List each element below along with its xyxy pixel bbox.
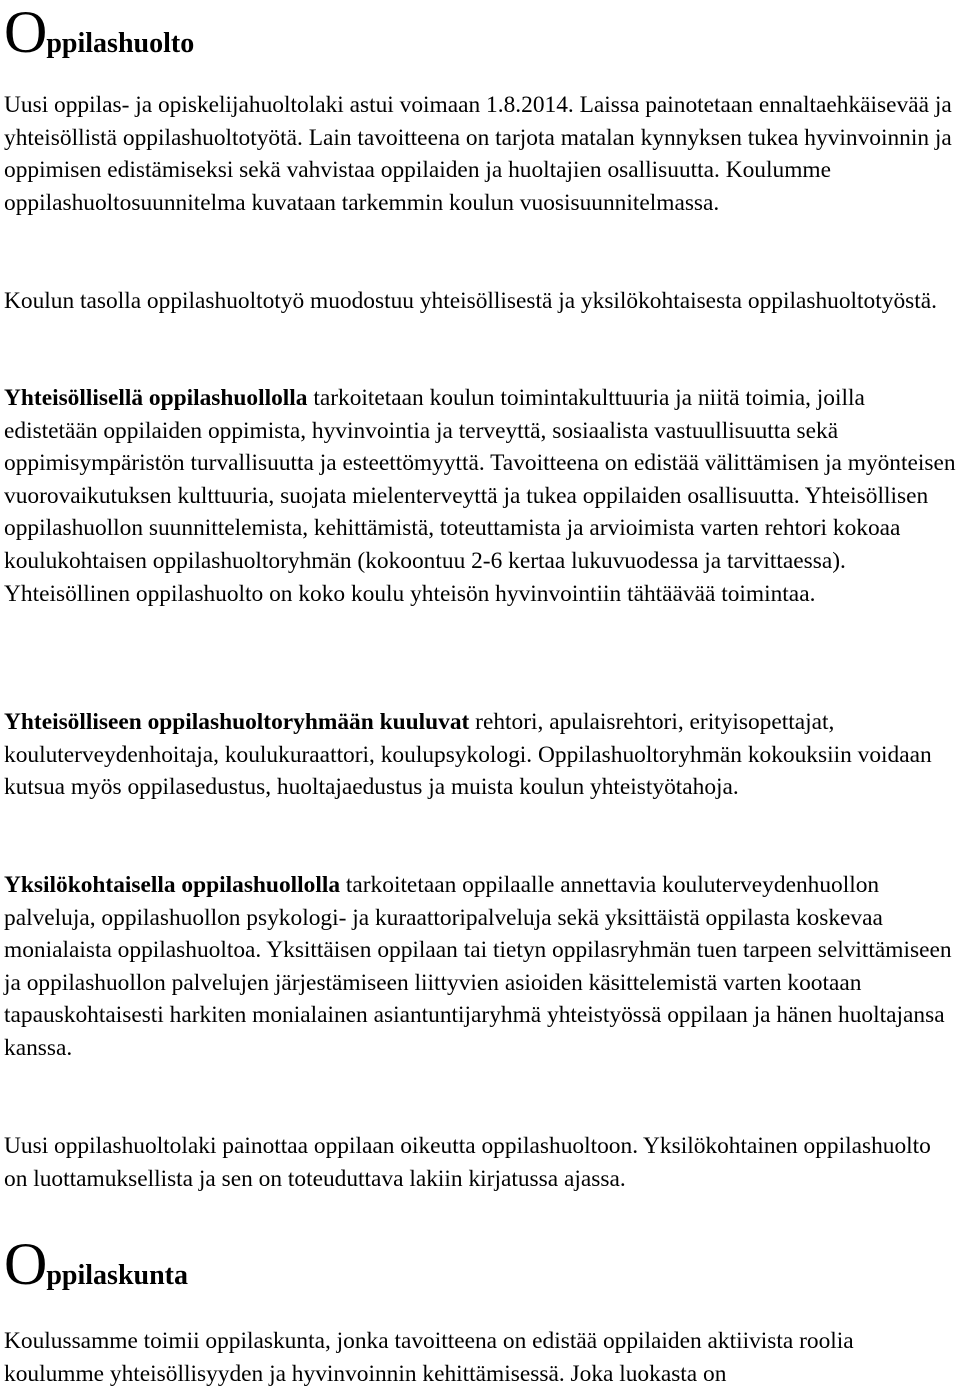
paragraph-school-level: Koulun tasolla oppilashuoltotyö muodostuu yhteisöllisestä ja yksilökohtaisesta oppilashuoltotyöstä. bbox=[4, 288, 937, 314]
paragraph-intro: Uusi oppilas- ja opiskelijahuoltolaki astui voimaan 1.8.2014. Laissa painotetaan ennaltaehkäisevää ja yhteisöllistä oppilashuoltotyötä. Lain tavoitteena on tarjota matalan kynnyksen tukea hyvinvoinnin ja oppimisen edistämiseksi sekä vahvistaa oppilaiden ja huoltajien osallisuutta. Koulumme oppilashuoltosuunnitelma kuvataan tarkemmin koulun vuosisuunnitelmassa. bbox=[4, 92, 952, 216]
heading-text: ppilaskunta bbox=[46, 1260, 188, 1291]
heading-initial: O bbox=[4, 1231, 47, 1297]
paragraph-group-members bbox=[4, 706, 956, 804]
section-heading-oppilaskunta bbox=[4, 1231, 188, 1297]
paragraph-group-members-text: rehtori, apulaisrehtori, erityisopettajat, kouluterveydenhoitaja, koulukuraattori, koulupsykologi. Oppilashuoltoryhmän kokouksiin voidaan kutsua myös oppilasedustus, huoltajaedustus ja muista koulun yhteistyötahoja. bbox=[4, 709, 932, 801]
paragraph-communal-care-text: tarkoitetaan koulun toimintakulttuuria ja niitä toimia, joilla edistetään oppilaiden oppimista, hyvinvointia ja terveyttä, sosiaalista vastuullisuutta sekä oppimisympäristön turvallisuutta ja esteettömyyttä. Tavoitteena on edistää välittämisen ja myönteisen vuorovaikutuksen kulttuuria, suojata mielenterveyttä ja tukea oppilaiden osallisuutta. Yhteisöllisen oppilashuollon suunnittelemista, kehittämistä, toteuttamista ja arvioimista varten rehtori kokoaa koulukohtaisen oppilashuoltoryhmän (kokoontuu 2-6 kertaa lukuvuodessa ja tarvittaessa). Yhteisöllinen oppilashuolto on koko koulu yhteisön hyvinvointiin tähtäävää toimintaa. bbox=[4, 385, 956, 607]
paragraph-new-law: Uusi oppilashuoltolaki painottaa oppilaan oikeutta oppilashuoltoon. Yksilökohtainen oppilashuolto on luottamuksellista ja sen on toteuduttava lakiin kirjatussa ajassa. bbox=[4, 1133, 931, 1192]
paragraph-student-council: Koulussamme toimii oppilaskunta, jonka tavoitteena on edistää oppilaiden aktiivista roolia koulumme yhteisöllisyyden ja hyvinvoinnin kehittämisessä. Joka luokasta on bbox=[4, 1328, 854, 1387]
term-individual-care: Yksilökohtaisella oppilashuollolla bbox=[4, 872, 341, 898]
paragraph-communal-care bbox=[4, 382, 956, 610]
paragraph-individual-care-text: tarkoitetaan oppilaalle annettavia kouluterveydenhuollon palveluja, oppilashuollon psykologi- ja kuraattoripalveluja sekä yksittäistä oppilasta koskevaa monialaista oppilashuoltoa. Yksittäisen oppilaan tai tietyn oppilasryhmän tuen tarpeen selvittämiseen ja oppilashuollon palvelujen järjestämiseen liittyvien asioiden käsittelemistä varten kootaan tapauskohtaisesti harkiten monialainen asiantuntijaryhmä yhteistyössä oppilaan ja hänen huoltajansa kanssa. bbox=[4, 872, 952, 1061]
term-group-members: Yhteisölliseen oppilashuoltoryhmään kuuluvat bbox=[4, 709, 470, 735]
paragraph-individual-care bbox=[4, 869, 956, 1065]
term-communal-care: Yhteisöllisellä oppilashuollolla bbox=[4, 385, 308, 411]
heading-text: ppilashuolto bbox=[46, 28, 195, 59]
heading-initial: O bbox=[4, 0, 47, 65]
section-heading-oppilashuolto bbox=[4, 0, 195, 65]
